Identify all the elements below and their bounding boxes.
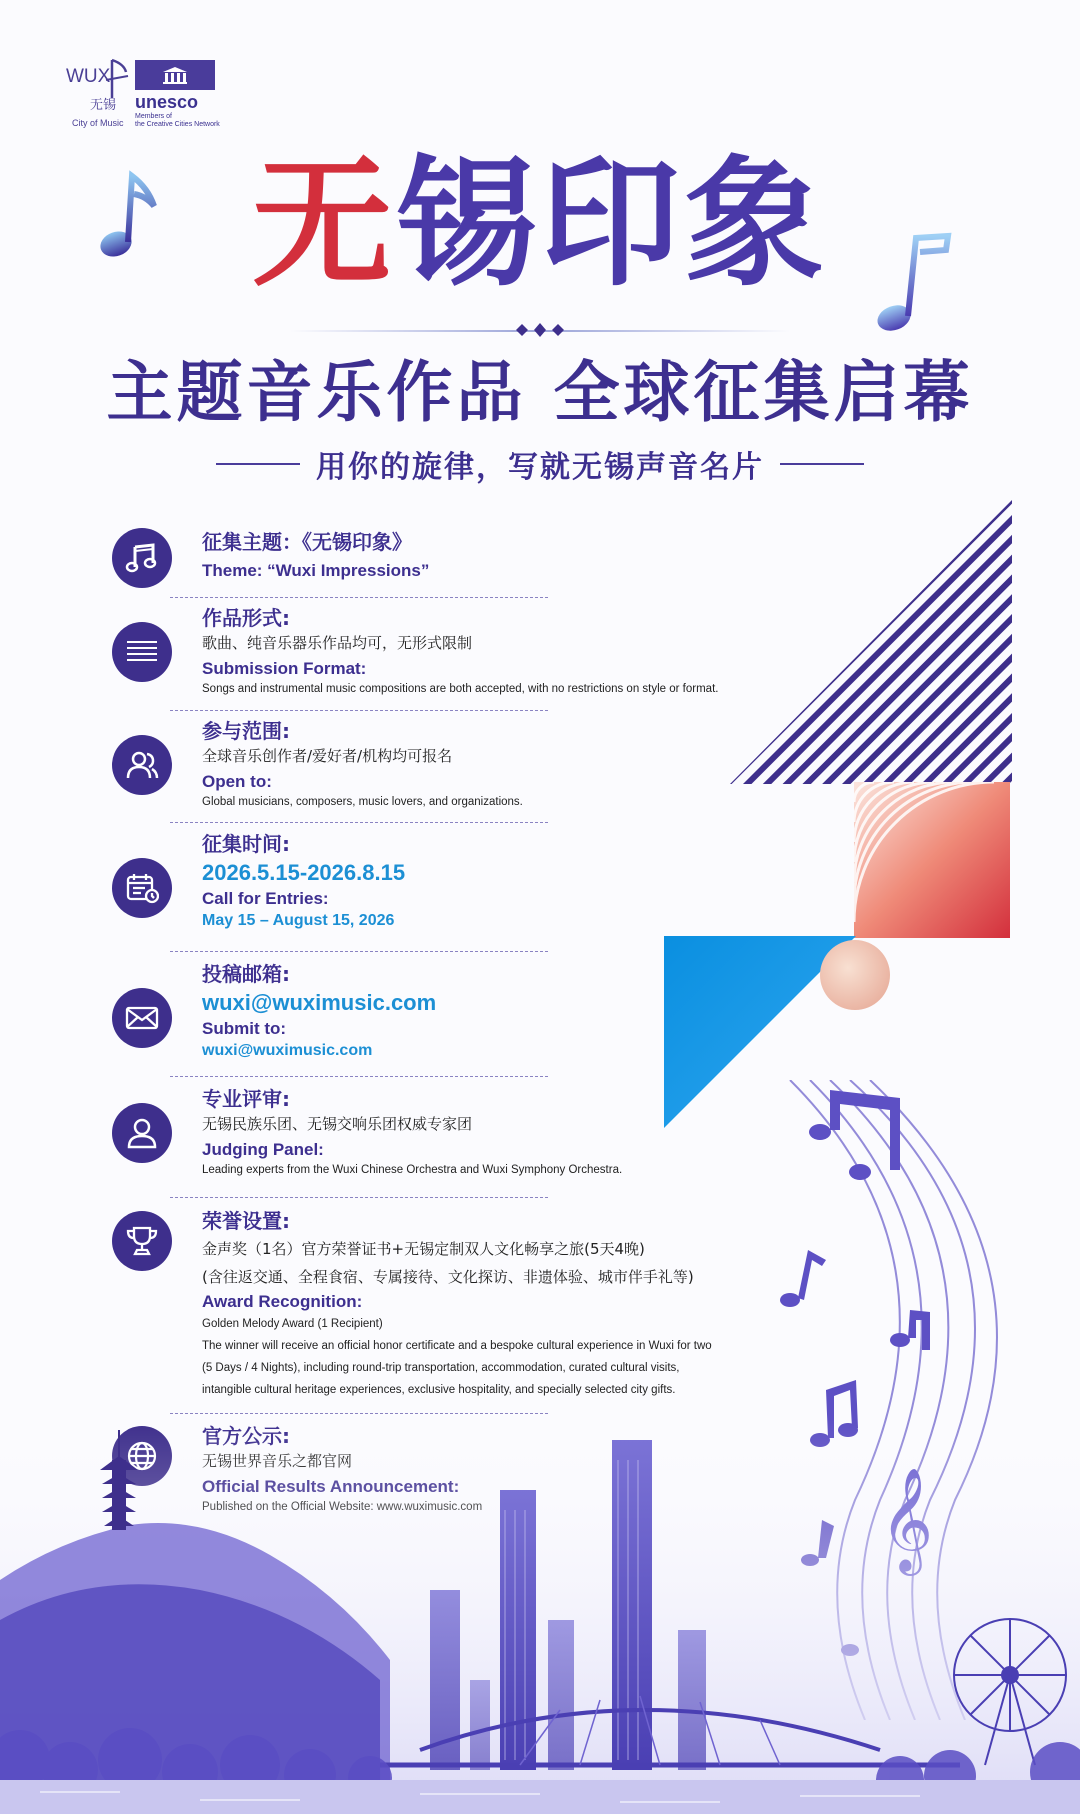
judging-en-label: Judging Panel: [202,1140,324,1159]
judging-cn-label: 专业评审: [202,1087,290,1111]
award-cn-text: 金声奖（1名）官方荣誉证书+无锡定制双人文化畅享之旅(5天4晚) [202,1240,645,1258]
user-icon [112,1103,172,1163]
divider [170,822,548,823]
open-to-cn-text: 全球音乐创作者/爱好者/机构均可报名 [202,747,453,765]
wuxi-logo-text: WUX [66,66,111,87]
trophy-icon [112,1211,172,1271]
dates-en-label: Call for Entries: [202,889,329,908]
subtitle: 主题音乐作品 全球征集启幕 [106,354,974,431]
unesco-temple-icon [135,60,215,90]
info-item-format [112,604,812,704]
wuxi-cityscape-illustration [0,1420,1080,1814]
divider [170,1076,548,1077]
main-title-char-1: 无 [251,143,396,306]
unesco-sub1: Members of [135,113,172,120]
people-icon [112,735,172,795]
dates-cn-label: 征集时间: [202,832,290,856]
format-en-text: Songs and instrumental music compositions are both accepted, with no restrictions on style or format. [202,683,719,695]
dates-cn-value: 2026.5.15-2026.8.15 [202,860,406,885]
submit-email-cn[interactable]: wuxi@wuximusic.com [202,990,437,1015]
award-cn-text2: (含往返交通、全程食宿、专属接待、文化探访、非遗体验、城市伴手礼等) [202,1268,694,1286]
unesco-sub2: the Creative Cities Network [135,121,220,128]
open-to-en-text: Global musicians, composers, music lovers, and organizations. [202,796,523,808]
wuxi-logo-cn: 无锡 [90,98,117,113]
judging-cn-text: 无锡民族乐团、无锡交响乐团权威专家团 [202,1115,473,1133]
award-en-text: Golden Melody Award (1 Recipient) [202,1318,383,1330]
info-item-submit [112,960,812,1078]
theme-en-label: Theme: “Wuxi Impressions” [202,561,430,580]
info-item-theme [112,528,812,598]
submit-en-label: Submit to: [202,1019,287,1038]
city-of-music-text: City of Music [72,118,124,128]
divider [170,597,548,598]
judging-en-text: Leading experts from the Wuxi Chinese Orchestra and Wuxi Symphony Orchestra. [202,1164,623,1176]
main-title-rest: 锡印象 [396,143,829,306]
wuxi-city-of-music-logo [64,58,134,136]
info-item-open-to [112,717,812,817]
award-en-text2: The winner will receive an official honor certificate and a bespoke cultural experience in Wuxi for two [202,1340,712,1352]
open-to-en-label: Open to: [202,772,272,791]
format-en-label: Submission Format: [202,659,367,678]
mail-icon [112,988,172,1048]
format-cn-label: 作品形式: [202,606,290,630]
music-note-icon [112,528,172,588]
award-cn-label: 荣誉设置: [202,1209,290,1233]
tagline: 用你的旋律，写就无锡声音名片 [316,450,764,485]
eighth-note-icon [96,170,162,262]
unesco-word: unesco [135,92,199,112]
divider [170,710,548,711]
tagline-line-left [216,463,300,465]
dates-en-value: May 15 – August 15, 2026 [202,912,395,929]
submit-cn-label: 投稿邮箱: [202,962,290,986]
divider [170,1197,548,1198]
info-item-dates [112,830,812,948]
divider [170,1413,548,1414]
award-en-label: Award Recognition: [202,1292,363,1311]
submit-email-en[interactable]: wuxi@wuximusic.com [202,1042,373,1059]
format-cn-text: 歌曲、纯音乐器乐作品均可，无形式限制 [202,634,473,652]
unesco-logo [135,60,225,134]
list-icon [112,622,172,682]
main-title [180,140,900,310]
open-to-cn-label: 参与范围: [202,719,290,743]
info-item-judging [112,1085,812,1185]
diamond-ornament-icon [508,322,572,338]
theme-cn-label: 征集主题：《无锡印象》 [202,530,412,554]
divider [170,951,548,952]
tagline-line-right [780,463,864,465]
tagline-row [180,442,900,486]
award-en-text4: intangible cultural heritage experiences, exclusive hospitality, and specially selected city gifts. [202,1384,676,1396]
award-en-text3: (5 Days / 4 Nights), including round-trip transportation, accommodation, curated cultural visits, [202,1362,680,1374]
info-item-award [112,1207,812,1407]
calendar-icon [112,858,172,918]
